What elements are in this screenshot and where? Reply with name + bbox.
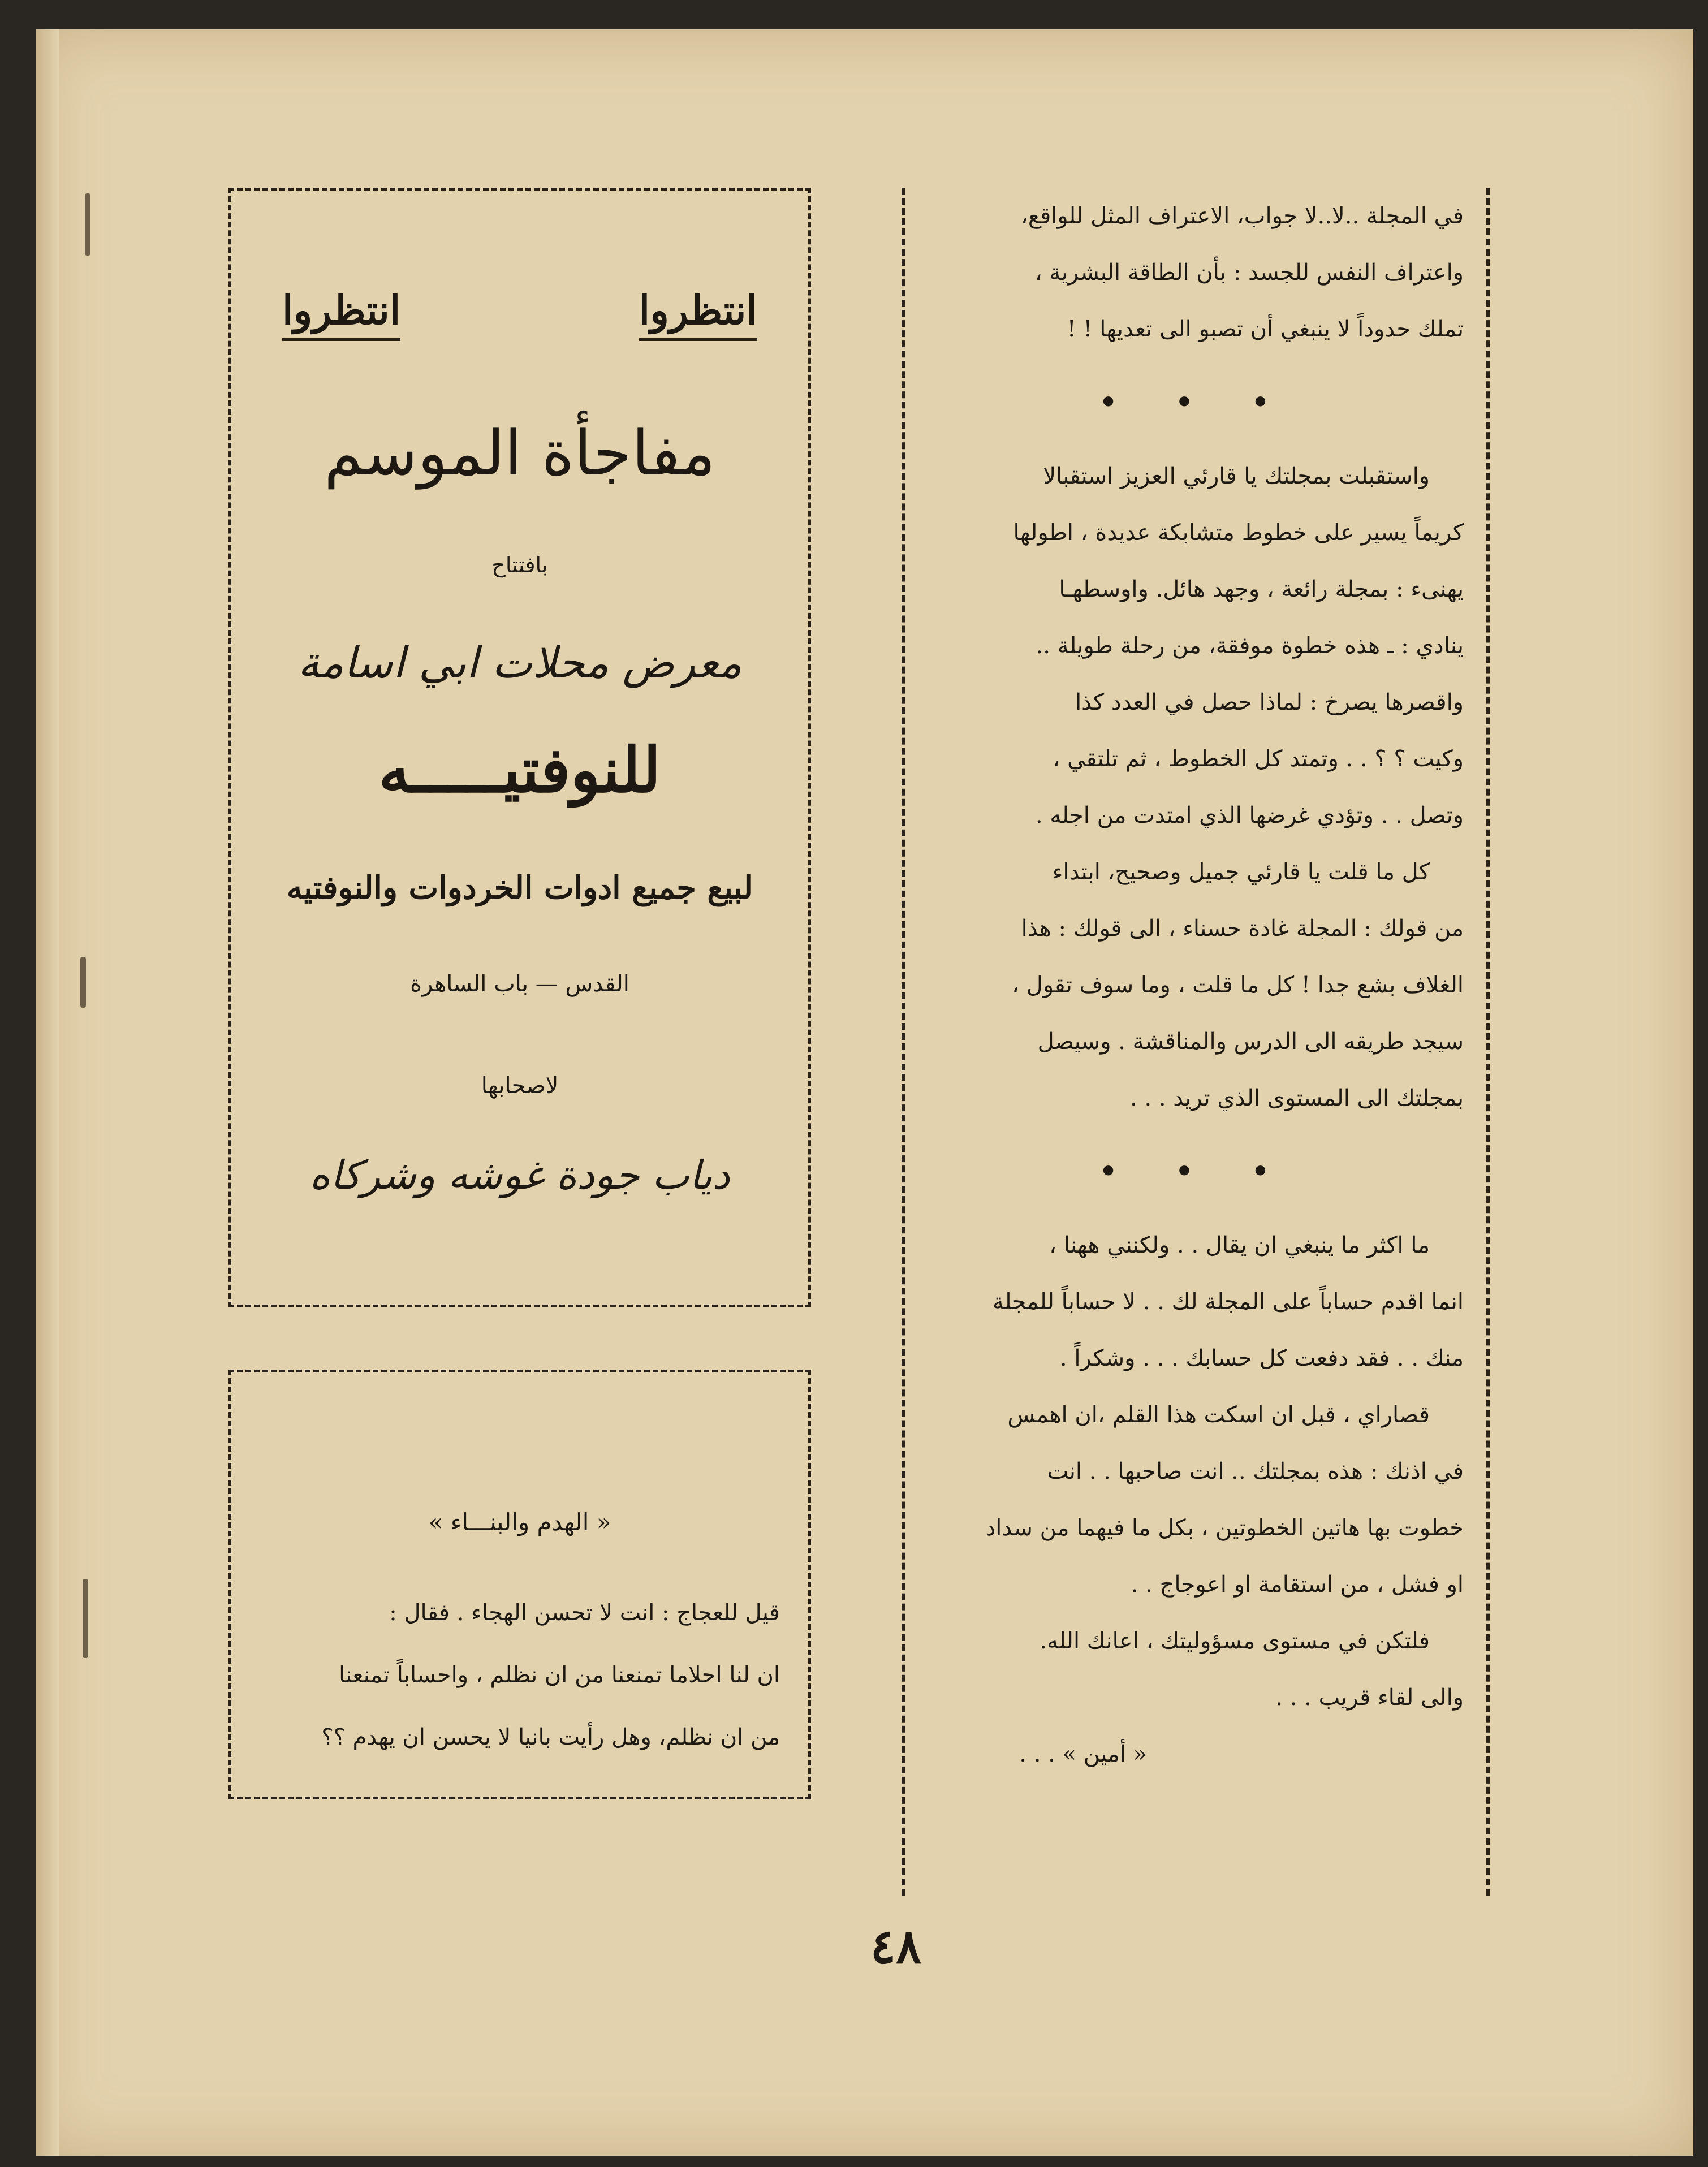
article-line: يهنىء : بمجلة رائعة ، وجهد هائل. واوسطهـا <box>1059 576 1464 602</box>
binding-mark <box>85 193 90 256</box>
ad-opening: بافتتاح <box>491 552 548 577</box>
page-edge <box>36 29 59 2156</box>
section-separator: • • • <box>1098 383 1293 422</box>
ad-title: مفاجأة الموسم <box>324 417 716 489</box>
article-line: من قولك : المجلة غادة حسناء ، الى قولك : هذا <box>1021 916 1464 942</box>
article-line: بمجلتك الى المستوى الذي تريد . . . <box>1130 1085 1464 1111</box>
article-line: وكيت ؟ ؟ . . وتمتد كل الخطوط ، ثم تلتقي ، <box>1053 746 1464 772</box>
article-line: او فشل ، من استقامة او اعوجاج . . <box>1131 1572 1464 1598</box>
article-line: سيجد طريقه الى الدرس والمناقشة . وسيصل <box>1037 1029 1464 1055</box>
editorial-article <box>902 188 1490 1896</box>
ad-location: القدس — باب الساهرة <box>410 971 629 997</box>
article-line: واعتراف النفس للجسد : بأن الطاقة البشرية ، <box>1034 260 1464 286</box>
anecdote-line: ان لنا احلاما تمنعنا من ان نظلم ، واحساباً تمنعنا <box>339 1662 780 1688</box>
anecdote-line: قيل للعجاج : انت لا تحسن الهجاء . فقال : <box>389 1600 780 1626</box>
article-line: كل ما قلت يا قارئي جميل وصحيح، ابتداء <box>1052 859 1430 885</box>
page-number: ٤٨ <box>870 1918 922 1974</box>
article-line: واستقبلت بمجلتك يا قارئي العزيز استقبالا <box>1043 463 1430 489</box>
anecdote-line: من ان نظلم، وهل رأيت بانيا لا يحسن ان يهدم ؟؟ <box>321 1724 780 1750</box>
magazine-page <box>36 29 1693 2156</box>
article-line: وتصل . . وتؤدي غرضها الذي امتدت من اجله . <box>1035 802 1464 828</box>
binding-mark <box>83 1579 88 1658</box>
article-line: الغلاف بشع جدا ! كل ما قلت ، وما سوف تقول ، <box>1012 972 1464 998</box>
advertisement-box <box>228 188 811 1307</box>
article-line: انما اقدم حساباً على المجلة لك . . لا حساباً للمجلة <box>992 1289 1464 1315</box>
article-line: والى لقاء قريب . . . <box>1275 1685 1464 1711</box>
ad-novelty-heading: للنوفتيـــــه <box>378 733 661 806</box>
article-line: ما اكثر ما ينبغي ان يقال . . ولكنني ههنا ، <box>1049 1232 1430 1258</box>
article-line: في المجلة ..لا..لا جواب، الاعتراف المثل للواقع، <box>1020 203 1464 229</box>
section-separator: • • • <box>1098 1152 1293 1192</box>
anecdote-title: « الهدم والبنـــاء » <box>428 1508 611 1536</box>
anecdote-box <box>228 1370 811 1799</box>
article-line: تملك حدوداً لا ينبغي أن تصبو الى تعديها ! ! <box>1067 316 1464 342</box>
author-signature: « أمين » . . . <box>1019 1741 1147 1767</box>
ad-owners: دياب جودة غوشه وشركاه <box>309 1152 730 1198</box>
ad-wait-heading-right: انتظروا <box>639 287 757 341</box>
article-line: ينادي : ـ هذه خطوة موفقة، من رحلة طويلة .. <box>1036 633 1464 659</box>
anecdote-body <box>260 1582 780 1768</box>
article-line: فلتكن في مستوى مسؤوليتك ، اعانك الله. <box>1040 1628 1430 1654</box>
ad-sale-text: لبيع جميع ادوات الخردوات والنوفتيه <box>286 869 753 906</box>
ad-owners-label: لاصحابها <box>481 1073 559 1099</box>
article-line: خطوت بها هاتين الخطوتين ، بكل ما فيهما من سداد <box>985 1515 1464 1541</box>
ad-exhibition-name: معرض محلات ابي اسامة <box>297 637 742 688</box>
article-line: كريماً يسير على خطوط متشابكة عديدة ، اطولها <box>1013 520 1464 546</box>
article-line: واقصرها يصرخ : لماذا حصل في العدد كذا <box>1075 689 1464 715</box>
ad-wait-heading-left: انتظروا <box>282 287 400 341</box>
article-line: منك . . فقد دفعت كل حسابك . . . وشكراً . <box>1059 1345 1464 1371</box>
article-line: في اذنك : هذه بمجلتك .. انت صاحبها . . انت <box>1047 1458 1464 1484</box>
ad-header-row <box>265 287 774 349</box>
binding-mark <box>80 957 86 1008</box>
article-line: قصاراي ، قبل ان اسكت هذا القلم ،ان اهمس <box>1007 1402 1430 1428</box>
